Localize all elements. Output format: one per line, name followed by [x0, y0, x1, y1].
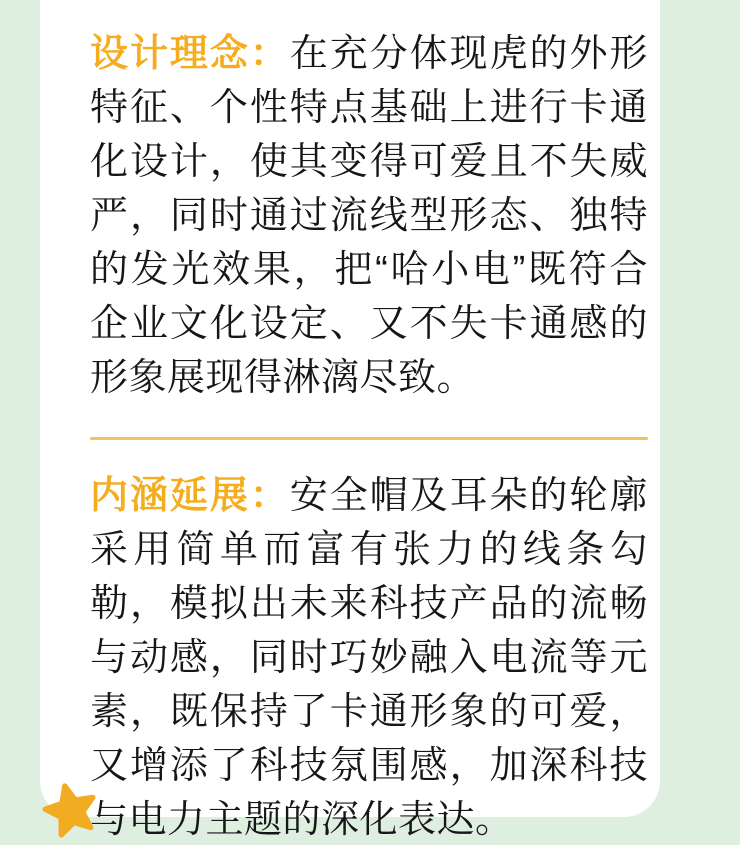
connotation-extension-body: 安全帽及耳朵的轮廓采用简单而富有张力的线条勾勒，模拟出未来科技产品的流畅与动感，同时巧妙融入电流等元素，既保持了卡通形象的可爱，又增添了科技氛围感，加深科技与电力主题的深化表达。	[90, 475, 648, 841]
design-concept-body: 在充分体现虎的外形特征、个性特点基础上进行卡通化设计，使其变得可爱且不失威严，同时通过流线型形态、独特的发光效果，把“哈小电”既符合企业文化设定、又不失卡通感的形象展现得淋漓尽致。	[90, 33, 648, 399]
design-concept-heading: 设计理念：	[90, 33, 290, 75]
section-divider	[90, 437, 648, 440]
connotation-extension-paragraph	[90, 469, 648, 845]
design-concept-paragraph	[90, 27, 648, 405]
content-area	[90, 27, 648, 845]
connotation-extension-heading: 内涵延展：	[90, 475, 290, 517]
